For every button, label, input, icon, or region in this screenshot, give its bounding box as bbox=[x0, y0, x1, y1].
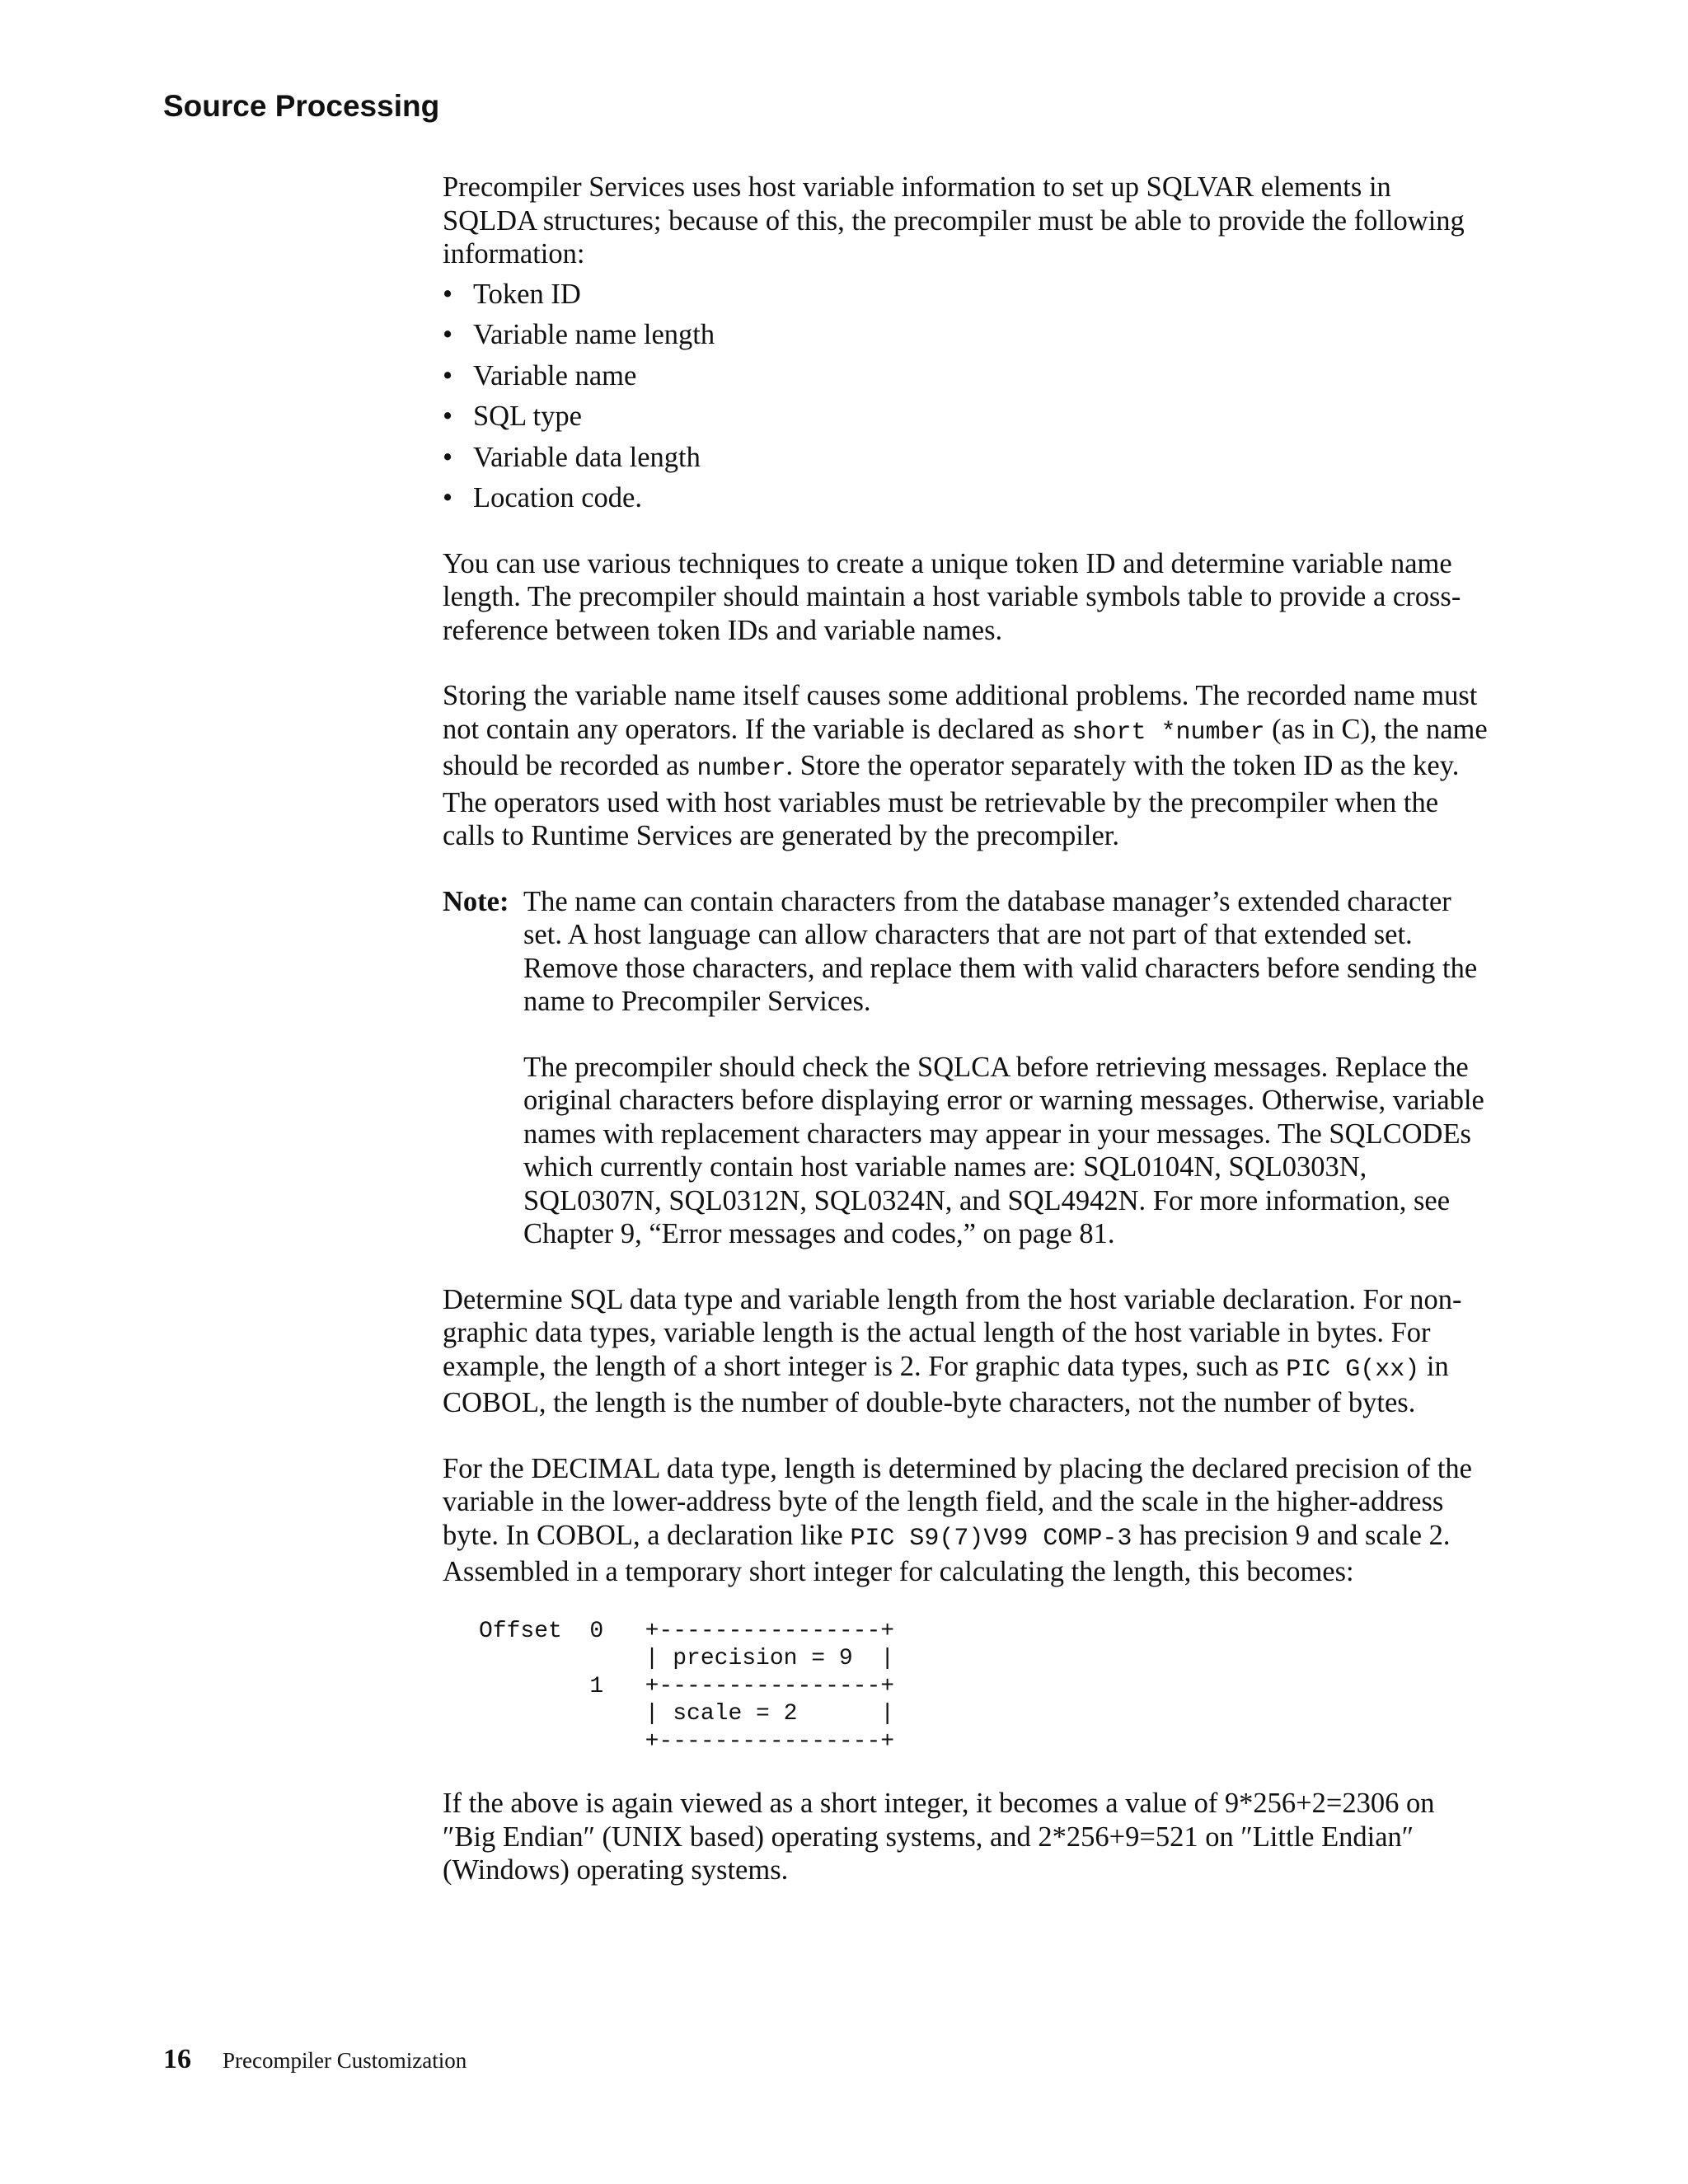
storing-paragraph: Storing the variable name itself causes some additional problems. The recorded name must not contain any operators. If the variable is declared as short *number (as in C), the name should be recorded as number. Store the operator separately with the token ID as the key. The operators used with host variables must be retrievable by the precompiler when the calls to Runtime Services are generated by the precompiler. bbox=[443, 680, 1488, 851]
required-info-list bbox=[443, 278, 1489, 515]
book-title: Precompiler Customization bbox=[223, 2048, 467, 2073]
bullet-icon: • bbox=[443, 278, 453, 310]
bullet-icon: • bbox=[443, 482, 453, 513]
inline-code: number bbox=[696, 755, 786, 783]
techniques-paragraph: You can use various techniques to create a unique token ID and determine variable name length. The precompiler should maintain a host variable symbols table to provide a cross-reference between token IDs and variable names. bbox=[443, 547, 1461, 646]
section-title: Source Processing bbox=[163, 89, 440, 123]
note-paragraph: The name can contain characters from the database manager’s extended character set. A host language can allow characters that are not part of that extended set. Remove those characters, and replace them with valid characters before sending the name to Precompiler Services. bbox=[523, 885, 1478, 1017]
note-paragraph: The precompiler should check the SQLCA before retrieving messages. Replace the original characters before displaying error or warning messages. Otherwise, variable names with replacement characters may appear in your messages. The SQLCODEs which currently contain host variable names are: SQL0104N, SQL0303N, SQL0307N, SQL0312N, SQL0324N, and SQL4942N. For more information, see Chapter 9, “Error messages and codes,” on page 81. bbox=[523, 1051, 1484, 1249]
page-number: 16 bbox=[163, 2044, 191, 2074]
list-item: • Variable name length bbox=[443, 319, 715, 350]
list-item: • Token ID bbox=[443, 278, 581, 310]
intro-paragraph: Precompiler Services uses host variable information to set up SQLVAR elements in SQLDA structures; because of this, the precompiler must be able to provide the following information: bbox=[443, 171, 1465, 269]
list-item: • SQL type bbox=[443, 401, 582, 432]
bullet-icon: • bbox=[443, 401, 453, 432]
inline-code: PIC G(xx) bbox=[1286, 1355, 1420, 1384]
endian-paragraph: If the above is again viewed as a short integer, it becomes a value of 9*256+2=2306 on ″Big Endian″ (UNIX based) operating systems, and 2*256+9=521 on ″Little Endian″ (Windows) operating systems. bbox=[443, 1788, 1435, 1886]
length-field-diagram: Offset 0 +----------------+ | precision = 9 | 1 +----------------+ | scale = 2 | +----------------+ bbox=[479, 1618, 895, 1755]
note-label: Note: bbox=[443, 885, 509, 917]
note-content bbox=[523, 885, 1489, 1251]
list-item: • Location code. bbox=[443, 482, 642, 513]
bullet-icon: • bbox=[443, 319, 453, 350]
list-item: • Variable data length bbox=[443, 441, 701, 473]
inline-code: PIC S9(7)V99 COMP-3 bbox=[850, 1524, 1132, 1553]
bullet-icon: • bbox=[443, 359, 453, 391]
bullet-icon: • bbox=[443, 441, 453, 473]
inline-code: short *number bbox=[1071, 718, 1265, 747]
sql-type-paragraph: Determine SQL data type and variable length from the host variable declaration. For non-graphic data types, variable length is the actual length of the host variable in bytes. For example, the length of a short integer is 2. For graphic data types, such as PIC G(xx) in COBOL, the length is the number of double-byte characters, not the number of bytes. bbox=[443, 1283, 1462, 1418]
page-footer bbox=[163, 2044, 467, 2075]
list-item: • Variable name bbox=[443, 359, 637, 391]
decimal-paragraph: For the DECIMAL data type, length is determined by placing the declared precision of the variable in the lower-address byte of the length field, and the scale in the higher-address byte. In COBOL, a declaration like PIC S9(7)V99 COMP-3 has precision 9 and scale 2. Assembled in a temporary short integer for calculating the length, this becomes: bbox=[443, 1452, 1472, 1587]
body-text bbox=[443, 171, 1489, 1919]
note-block bbox=[443, 885, 1489, 1251]
